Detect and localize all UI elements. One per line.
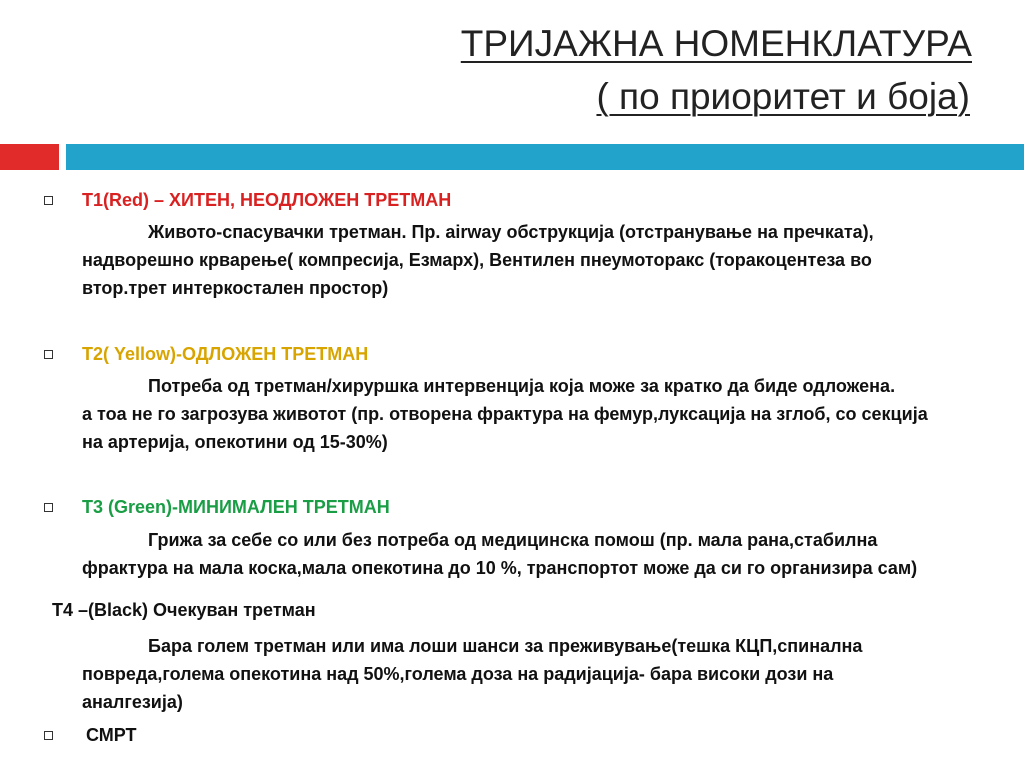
death-label: СМРТ: [86, 725, 137, 745]
bullet-square-icon: [44, 350, 53, 359]
t4-text-line: повреда,голема опекотина над 50%,голема доза на радијација- бара високи дози на: [82, 664, 834, 684]
slide-subtitle: ( по приоритет и боја): [596, 76, 970, 117]
t1-text-line: втор.трет интеркостален простор): [82, 278, 389, 298]
t2-text-line: на артерија, опекотини од 15-30%): [82, 432, 388, 452]
t2-heading: Т2( Yellow)-ОДЛОЖЕН ТРЕТМАН: [82, 344, 369, 364]
t3-heading: Т3 (Green)-МИНИМАЛЕН ТРЕТМАН: [82, 497, 390, 517]
t1-heading: Т1(Red) – ХИТЕН, НЕОДЛОЖЕН ТРЕТМАН: [82, 190, 452, 210]
bullet-square-icon: [44, 503, 53, 512]
t2-text-line: а тоа не го загрозува животот (пр. отворена фрактура на фемур,луксација на зглоб, со секција: [82, 404, 928, 424]
accent-bar-blue: [66, 144, 1024, 170]
bullet-square-icon: [44, 196, 53, 205]
t4-text-line: Бара голем третман или има лоши шанси за преживување(тешка КЦП,спинална: [148, 636, 863, 656]
slide-title: ТРИЈАЖНА НОМЕНКЛАТУРА: [460, 23, 972, 64]
bullet-square-icon: [44, 731, 53, 740]
t1-text-line: Живото-спасувачки третман. Пр. airway обструкција (отстранување на пречката),: [148, 222, 874, 242]
t2-text-line: Потреба од третман/хируршка интервенција која може за кратко да биде одложена.: [148, 376, 896, 396]
t1-text-line: надворешно крварење( компресија, Езмарх), Вентилен пнеумоторакс (торакоцентеза во: [82, 250, 872, 270]
t4-text-line: аналгезија): [82, 692, 183, 712]
t3-text-line: фрактура на мала коска,мала опекотина до 10 %, транспортот може да си го организира сам): [82, 558, 918, 578]
t3-text-line: Грижа за себе со или без потреба од медицинска помош (пр. мала рана,стабилна: [148, 530, 878, 550]
t4-heading: Т4 –(Black) Очекуван третман: [52, 600, 316, 620]
accent-bar-red: [0, 144, 59, 170]
